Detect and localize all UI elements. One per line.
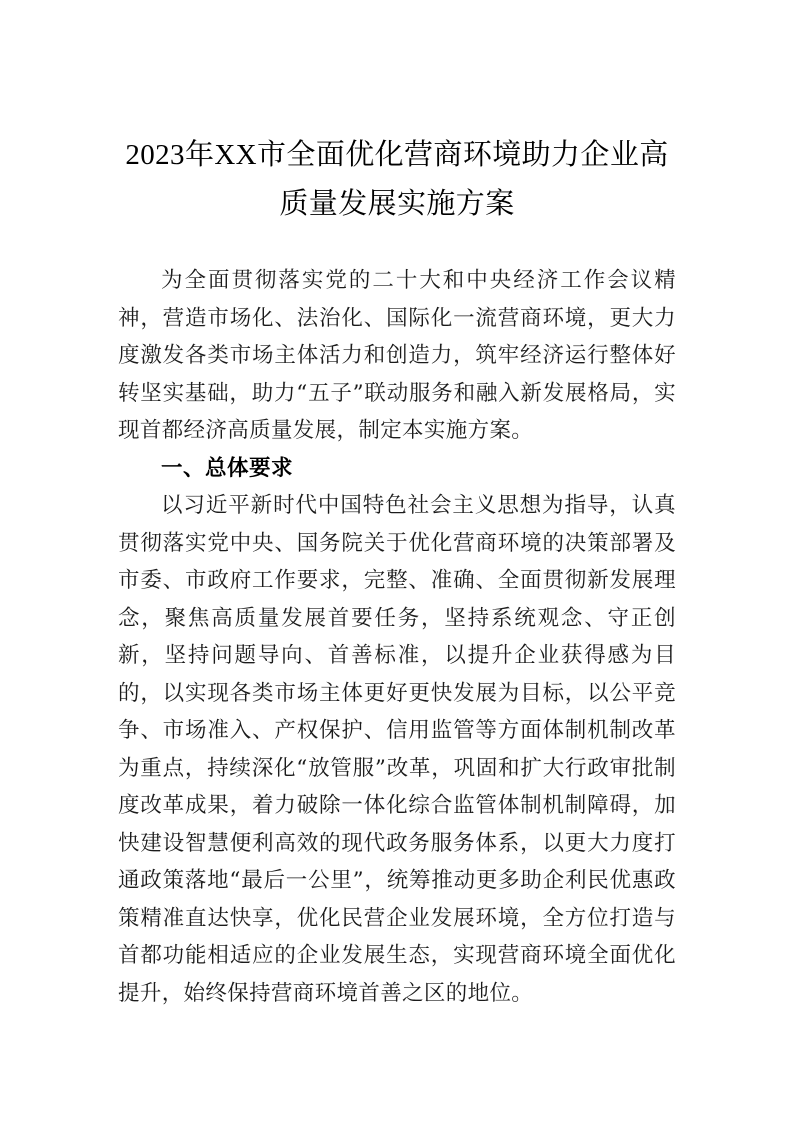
document-content xyxy=(118,0,676,1012)
page-title-line-2: 质量发展实施方案 xyxy=(279,188,515,220)
heading-section-1: 一、总体要求 xyxy=(161,455,294,480)
page-title-line-1: 2023年XX市全面优化营商环境助力企业高 xyxy=(125,139,669,171)
paragraph-overall-requirements: 以习近平新时代中国特色社会主义思想为指导，认真贯彻落实党中央、国务院关于优化营商环境的决策部署及市委、市政府工作要求，完整、准确、全面贯彻新发展理念，聚焦高质量发展首要任务，坚持系统观念、守正创新，坚持问题导向、首善标准，以提升企业获得感为目的，以实现各类市场主体更好更快发展为目标，以公平竞争、市场准入、产权保护、信用监管等方面体制机制改革为重点，持续深化“放管服”改革，巩固和扩大行政审批制度改革成果，着力破除一体化综合监管体制机制障碍，加快建设智慧便利高效的现代政务服务体系，以更大力度打通政策落地“最后一公里”，统筹推动更多助企利民优惠政策精准直达快享，优化民营企业发展环境，全方位打造与首都功能相适应的企业发展生态，实现营商环境全面优化提升，始终保持营商环境首善之区的地位。 xyxy=(118,493,676,1006)
page-title xyxy=(118,0,676,229)
paragraph-introduction: 为全面贯彻落实党的二十大和中央经济工作会议精神，营造市场化、法治化、国际化一流营商环境，更大力度激发各类市场主体活力和创造力，筑牢经济运行整体好转坚实基础，助力“五子”联动服务和融入新发展格局，实现首都经济高质量发展，制定本实施方案。 xyxy=(118,268,676,443)
